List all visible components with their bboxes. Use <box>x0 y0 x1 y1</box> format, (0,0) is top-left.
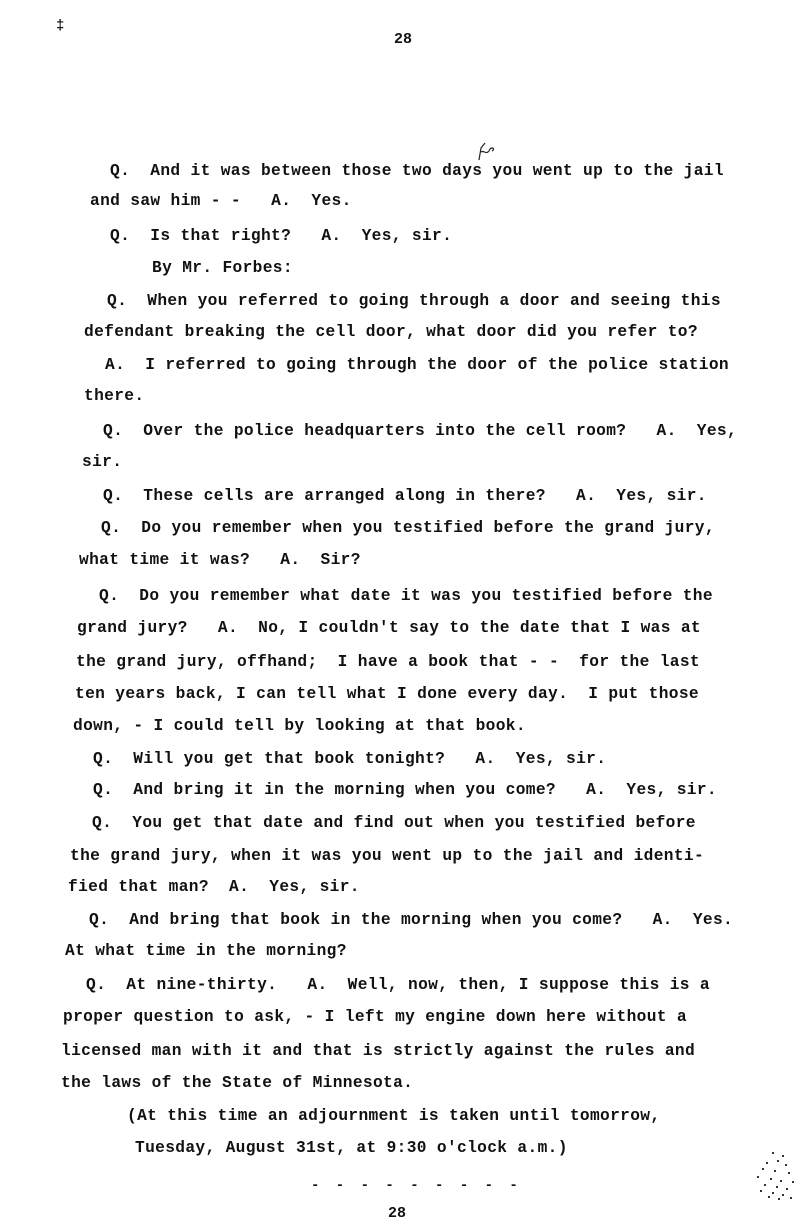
transcript-line: down, - I could tell by looking at that book. <box>73 717 526 735</box>
speckle-dot <box>786 1188 788 1190</box>
speckle-dot <box>778 1198 780 1200</box>
separator-rule: - - - - - - - - - <box>311 1178 522 1194</box>
transcript-line: Q. And bring it in the morning when you come? A. Yes, sir. <box>93 781 717 799</box>
speckle-dot <box>777 1160 779 1162</box>
transcript-line: and saw him - - A. Yes. <box>90 192 352 210</box>
transcript-line: grand jury? A. No, I couldn't say to the date that I was at <box>77 619 701 637</box>
speckle-dot <box>768 1196 770 1198</box>
speckle-dot <box>772 1152 774 1154</box>
transcript-line: licensed man with it and that is strictly against the rules and <box>61 1042 696 1060</box>
transcript-line: proper question to ask, - I left my engine down here without a <box>63 1008 687 1026</box>
transcript-line: ten years back, I can tell what I done every day. I put those <box>75 685 699 703</box>
speckle-dot <box>772 1192 774 1194</box>
transcript-line: the grand jury, when it was you went up to the jail and identi- <box>70 847 705 865</box>
page-number-bottom: 28 <box>388 1205 407 1222</box>
corner-mark: ‡ <box>56 18 65 34</box>
transcript-line: Q. Do you remember what date it was you testified before the <box>99 587 713 605</box>
transcript-line: Q. Will you get that book tonight? A. Yes, sir. <box>93 750 607 768</box>
scan-speckle <box>752 1150 800 1200</box>
speckle-dot <box>788 1172 790 1174</box>
transcript-line: Q. Do you remember when you testified before the grand jury, <box>101 519 715 537</box>
page-number-top: 28 <box>394 31 413 48</box>
transcript-line: what time it was? A. Sir? <box>79 551 361 569</box>
speckle-dot <box>770 1178 772 1180</box>
speckle-dot <box>792 1181 794 1183</box>
speckle-dot <box>782 1155 784 1157</box>
transcript-line: Tuesday, August 31st, at 9:30 o'clock a.m.) <box>135 1139 568 1157</box>
speckle-dot <box>776 1186 778 1188</box>
transcript-line: By Mr. Forbes: <box>152 259 293 277</box>
transcript-line: defendant breaking the cell door, what door did you refer to? <box>84 323 698 341</box>
speckle-dot <box>782 1194 784 1196</box>
transcript-line: the grand jury, offhand; I have a book that - - for the last <box>76 653 700 671</box>
handwritten-annotation-icon <box>476 140 498 162</box>
transcript-line: fied that man? A. Yes, sir. <box>68 878 360 896</box>
speckle-dot <box>760 1190 762 1192</box>
transcript-line: Q. Is that right? A. Yes, sir. <box>110 227 453 245</box>
speckle-dot <box>785 1164 787 1166</box>
transcript-line: Q. These cells are arranged along in there? A. Yes, sir. <box>103 487 707 505</box>
speckle-dot <box>774 1170 776 1172</box>
speckle-dot <box>780 1180 782 1182</box>
transcript-line: Q. At nine-thirty. A. Well, now, then, I suppose this is a <box>86 976 710 994</box>
speckle-dot <box>766 1162 768 1164</box>
transcript-line: At what time in the morning? <box>65 942 347 960</box>
speckle-dot <box>790 1197 792 1199</box>
transcript-line: the laws of the State of Minnesota. <box>61 1074 414 1092</box>
transcript-line: sir. <box>82 453 123 471</box>
transcript-line: A. I referred to going through the door of the police station <box>105 356 729 374</box>
speckle-dot <box>764 1184 766 1186</box>
transcript-line: (At this time an adjournment is taken until tomorrow, <box>127 1107 661 1125</box>
transcript-line: Q. Over the police headquarters into the cell room? A. Yes, <box>103 422 738 440</box>
transcript-line: Q. When you referred to going through a door and seeing this <box>107 292 721 310</box>
speckle-dot <box>757 1176 759 1178</box>
transcript-line: Q. You get that date and find out when you testified before <box>92 814 696 832</box>
transcript-line: Q. And bring that book in the morning when you come? A. Yes. <box>89 911 734 929</box>
transcript-line: Q. And it was between those two days you went up to the jail <box>110 162 724 180</box>
transcript-line: there. <box>84 387 145 405</box>
speckle-dot <box>762 1168 764 1170</box>
